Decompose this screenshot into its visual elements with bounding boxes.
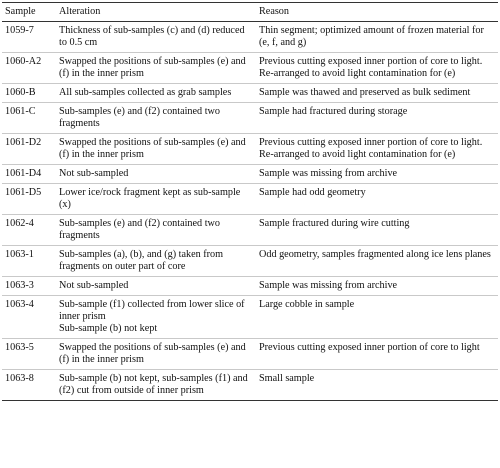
sample-cell: 1061-D2	[2, 134, 56, 165]
alteration-cell	[56, 296, 256, 339]
reason-cell: Sample had fractured during storage	[256, 103, 498, 134]
header-alteration: Alteration	[56, 3, 256, 22]
alteration-line: Sub-samples (a), (b), and (g) taken from fragments on outer part of core	[59, 249, 224, 272]
table-row	[2, 134, 498, 165]
sample-cell: 1061-D4	[2, 165, 56, 184]
reason-cell: Sample had odd geometry	[256, 184, 498, 215]
table-body	[2, 22, 498, 401]
sample-cell: 1060-B	[2, 84, 56, 103]
reason-cell: Thin segment; optimized amount of frozen material for (e, f, and g)	[256, 22, 498, 53]
alteration-line: Sub-sample (b) not kept, sub-samples (f1) and (f2) cut from outside of inner prism	[59, 373, 248, 396]
alteration-line: Not sub-sampled	[59, 168, 129, 179]
table-row	[2, 296, 498, 339]
alteration-cell	[56, 134, 256, 165]
table-row	[2, 103, 498, 134]
table-row	[2, 53, 498, 84]
alteration-cell	[56, 84, 256, 103]
sample-cell: 1063-5	[2, 339, 56, 370]
reason-cell: Sample fractured during wire cutting	[256, 215, 498, 246]
reason-cell: Previous cutting exposed inner portion of core to light	[256, 339, 498, 370]
sample-cell: 1062-4	[2, 215, 56, 246]
table-row	[2, 215, 498, 246]
alteration-line: Sub-sample (f1) collected from lower slice of inner prism	[59, 299, 245, 322]
alteration-cell	[56, 22, 256, 53]
table-row	[2, 184, 498, 215]
alteration-line: Sub-sample (b) not kept	[59, 323, 158, 334]
alteration-cell	[56, 370, 256, 401]
alteration-cell	[56, 184, 256, 215]
alteration-line: Sub-samples (e) and (f2) contained two fragments	[59, 218, 220, 241]
sample-cell: 1063-4	[2, 296, 56, 339]
alteration-cell	[56, 246, 256, 277]
alteration-cell	[56, 339, 256, 370]
table-row	[2, 84, 498, 103]
alteration-cell	[56, 215, 256, 246]
alteration-cell	[56, 165, 256, 184]
alteration-line: Thickness of sub-samples (c) and (d) reduced to 0.5 cm	[59, 25, 245, 48]
reason-cell: Odd geometry, samples fragmented along ice lens planes	[256, 246, 498, 277]
sample-cell: 1059-7	[2, 22, 56, 53]
table-row	[2, 370, 498, 401]
header-reason: Reason	[256, 3, 498, 22]
reason-cell: Previous cutting exposed inner portion of core to light. Re-arranged to avoid light contamination for (e)	[256, 53, 498, 84]
table-row	[2, 22, 498, 53]
table-header	[2, 3, 498, 22]
alteration-cell	[56, 53, 256, 84]
alteration-line: Lower ice/rock fragment kept as sub-sample (x)	[59, 187, 241, 210]
reason-cell: Sample was missing from archive	[256, 277, 498, 296]
alteration-cell	[56, 103, 256, 134]
alteration-line: All sub-samples collected as grab samples	[59, 87, 232, 98]
reason-cell: Sample was thawed and preserved as bulk sediment	[256, 84, 498, 103]
table-row	[2, 246, 498, 277]
header-row	[2, 3, 498, 22]
header-sample: Sample	[2, 3, 56, 22]
reason-cell: Small sample	[256, 370, 498, 401]
sample-cell: 1063-1	[2, 246, 56, 277]
reason-cell: Large cobble in sample	[256, 296, 498, 339]
reason-cell: Previous cutting exposed inner portion of core to light. Re-arranged to avoid light contamination for (e)	[256, 134, 498, 165]
alteration-line: Not sub-sampled	[59, 280, 129, 291]
sample-cell: 1063-8	[2, 370, 56, 401]
table-row	[2, 339, 498, 370]
sample-cell: 1063-3	[2, 277, 56, 296]
alteration-line: Sub-samples (e) and (f2) contained two fragments	[59, 106, 220, 129]
alteration-line: Swapped the positions of sub-samples (e) and (f) in the inner prism	[59, 342, 246, 365]
table-row	[2, 165, 498, 184]
sample-cell: 1061-D5	[2, 184, 56, 215]
alteration-line: Swapped the positions of sub-samples (e) and (f) in the inner prism	[59, 137, 246, 160]
alteration-table	[2, 2, 498, 401]
sample-cell: 1061-C	[2, 103, 56, 134]
sample-cell: 1060-A2	[2, 53, 56, 84]
alteration-cell	[56, 277, 256, 296]
table-row	[2, 277, 498, 296]
reason-cell: Sample was missing from archive	[256, 165, 498, 184]
alteration-table-container	[2, 2, 498, 401]
alteration-line: Swapped the positions of sub-samples (e) and (f) in the inner prism	[59, 56, 246, 79]
